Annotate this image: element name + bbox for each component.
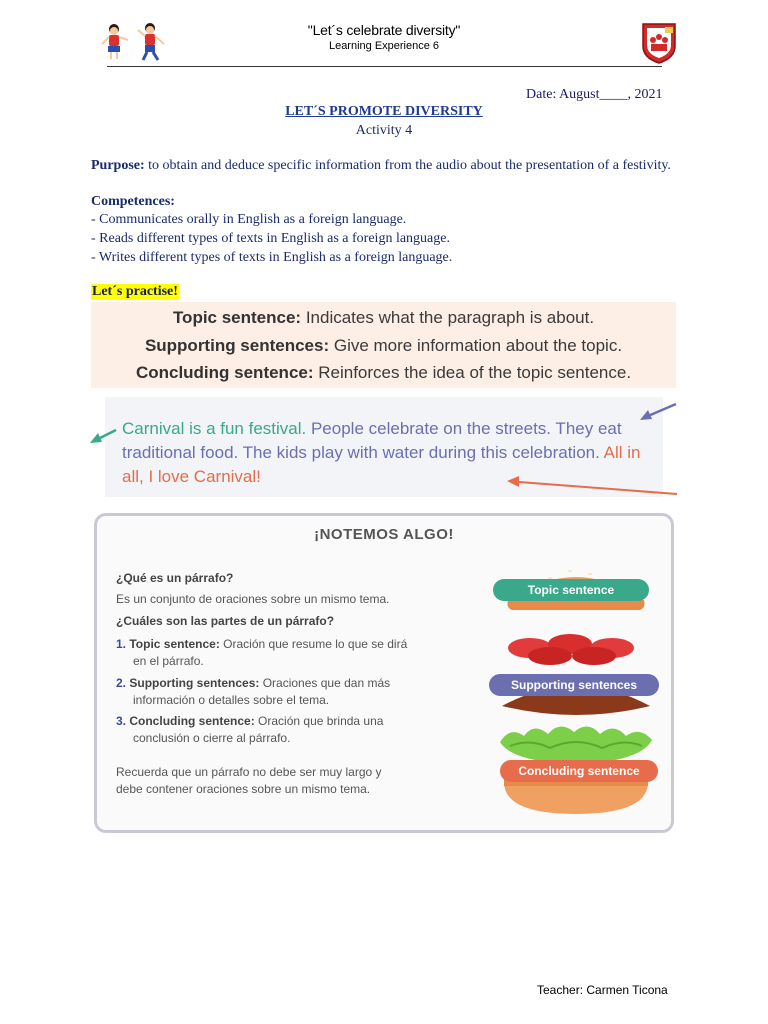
purpose-paragraph (91, 157, 681, 175)
concluding-arrow-icon (505, 474, 680, 496)
note-title: ¡NOTEMOS ALGO! (314, 526, 454, 543)
competence-item: - Communicates orally in English as a foreign language. (91, 212, 407, 227)
date-line: Date: August____, 2021 (526, 87, 663, 102)
school-crest-icon (641, 22, 677, 64)
competence-item: - Writes different types of texts in English as a foreign language. (91, 250, 453, 265)
page-title: LET´S PROMOTE DIVERSITY (285, 104, 483, 119)
definitions-box (91, 302, 676, 388)
teacher-name: Teacher: Carmen Ticona (537, 983, 668, 997)
supporting-arrow-icon (636, 400, 678, 426)
definition-concluding: Concluding sentence: Reinforces the idea of the topic sentence. (135, 363, 632, 382)
burger-label-concluding: Concluding sentence (500, 760, 658, 782)
note-part-3: 3. Concluding sentence: Oración que brinda una conclusión o cierre al párrafo. (116, 714, 384, 745)
note-box (94, 513, 674, 833)
topic-arrow-icon (88, 395, 118, 447)
header-subtitle: Learning Experience 6 (328, 40, 440, 52)
purpose-label: Purpose: (91, 158, 145, 173)
competence-item: - Reads different types of texts in English as a foreign language. (91, 231, 450, 246)
purpose-text: to obtain and deduce specific information from the audio about the presentation of a festivity. (144, 158, 671, 173)
note-question-2: ¿Cuáles son las partes de un párrafo? (116, 614, 335, 628)
burger-label-topic: Topic sentence (493, 579, 649, 601)
definition-supporting: Supporting sentences: Give more information about the topic. (144, 336, 623, 355)
note-question-1: ¿Qué es un párrafo? (116, 571, 234, 585)
competences-heading: Competences: (91, 194, 175, 209)
note-part-2: 2. Supporting sentences: Oraciones que dan más información o detalles sobre el tema. (116, 676, 391, 707)
header-divider (107, 66, 662, 67)
header-title: "Let´s celebrate diversity" (307, 22, 461, 38)
example-topic-sentence: Carnival is a fun festival. (122, 419, 307, 438)
example-supporting-sentences: People celebrate on the streets. They eat traditional food. The kids play with water during this celebration. (122, 419, 622, 462)
burger-label-supporting: Supporting sentences (489, 674, 659, 696)
note-answer-1: Es un conjunto de oraciones sobre un mismo tema. (116, 592, 390, 606)
note-part-1: 1. Topic sentence: Oración que resume lo que se dirá en el párrafo. (116, 637, 408, 668)
definition-topic: Topic sentence: Indicates what the paragraph is about. (172, 308, 595, 327)
activity-label: Activity 4 (355, 123, 413, 138)
note-reminder: Recuerda que un párrafo no debe ser muy largo y debe contener oraciones sobre un mismo tema. (116, 765, 382, 796)
example-concluding-sentence: All in all, I love Carnival! (122, 443, 641, 486)
practise-label: Let´s practise! (92, 284, 178, 299)
